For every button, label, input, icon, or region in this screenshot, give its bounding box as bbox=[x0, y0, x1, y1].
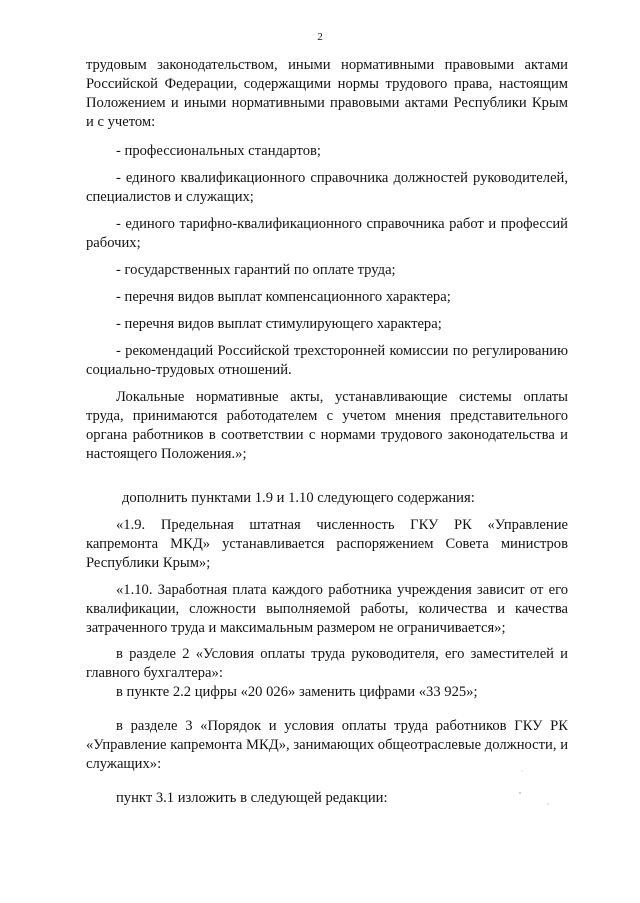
point-1-9: «1.9. Предельная штатная численность ГКУ РК «Управление капремонта МКД» устанавливается распоряжением Совета министров Республики Крым»; bbox=[86, 517, 568, 571]
point-1-10: «1.10. Заработная плата каждого работника учреждения зависит от его квалификации, сложности выполняемой работы, количества и качества затраченного труда и максимальным размером не ограничивается»; bbox=[86, 582, 568, 636]
point-2-2-change: в пункте 2.2 цифры «20 026» заменить цифрами «33 925»; bbox=[116, 684, 478, 700]
list-item-incentive-payments: - перечня видов выплат стимулирующего характера; bbox=[116, 316, 442, 332]
page-number: 2 bbox=[317, 31, 323, 43]
amendment-add-points: дополнить пунктами 1.9 и 1.10 следующего содержания: bbox=[122, 490, 475, 506]
list-item-qualification-handbook: - единого квалификационного справочника должностей руководителей, специалистов и служащих; bbox=[86, 170, 568, 205]
local-acts-paragraph: Локальные нормативные акты, устанавливающие системы оплаты труда, принимаются работодателем с учетом мнения представительного органа работников в соответствии с нормами трудового законодательства и настоящего Положения.»; bbox=[86, 389, 568, 462]
intro-paragraph: трудовым законодательством, иными нормативными правовыми актами Российской Федерации, содержащими нормы трудового права, настоящим Положением и иными нормативными правовыми актами Республики Крым и с учетом: bbox=[86, 57, 568, 130]
list-item-compensation-payments: - перечня видов выплат компенсационного характера; bbox=[116, 289, 451, 305]
list-item-tariff-handbook: - единого тарифно-квалификационного справочника работ и профессий рабочих; bbox=[86, 216, 568, 251]
list-item-commission-recommendations: - рекомендаций Российской трехсторонней комиссии по регулированию социально-трудовых отношений. bbox=[86, 343, 568, 378]
section-3-heading: в разделе 3 «Порядок и условия оплаты труда работников ГКУ РК «Управление капремонта МКД», занимающих общеотраслевые должности, и служащих»: bbox=[86, 718, 568, 772]
point-3-1-instruction: пункт 3.1 изложить в следующей редакции: bbox=[116, 790, 388, 806]
section-2-heading: в разделе 2 «Условия оплаты труда руководителя, его заместителей и главного бухгалтера»: bbox=[86, 646, 568, 681]
list-item-state-guarantees: - государственных гарантий по оплате труда; bbox=[116, 262, 396, 278]
list-item-professional-standards: - профессиональных стандартов; bbox=[116, 143, 321, 159]
